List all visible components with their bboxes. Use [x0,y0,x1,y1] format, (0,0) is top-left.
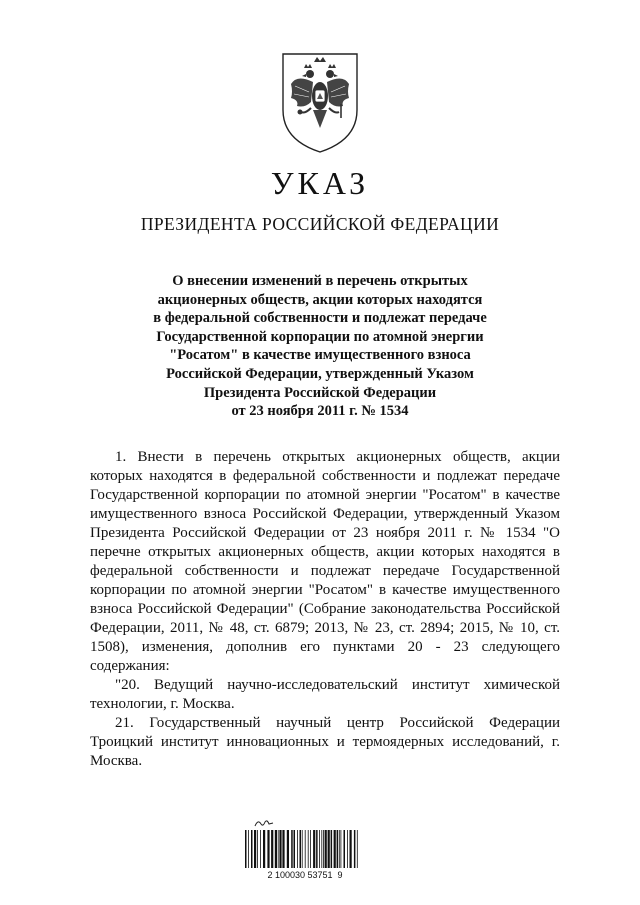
barcode-bar [257,830,258,868]
heading-line: акционерных обществ, акции которых находятся [157,291,483,308]
barcode-bar [321,830,322,868]
barcode-bar [263,830,265,868]
barcode-bar [248,830,249,868]
barcode-bar [275,830,277,868]
heading-line: Президента Российской Федерации [203,384,437,401]
barcode-bar [354,830,356,868]
barcode-bar [260,830,261,868]
barcode-bar [287,830,289,868]
document-title: УКАЗ [270,165,370,201]
document-subtitle: ПРЕЗИДЕНТА РОССИЙСКОЙ ФЕДЕРАЦИИ [140,214,500,234]
barcode-bar [331,830,333,868]
paragraph-1: 1. Внести в перечень открытых акционерных обществ, акции которых находятся в федеральной собственности и подлежат передаче Государственной корпорации по атомной энергии "Росатом" в качестве имущественного взноса Российской Федерации, утвержденный Указом Президента Российской Федерации от 23 ноября 2011 г. № 1534 "О перечне открытых акционерных обществ, акции которых находятся в федеральной собственности и подлежат передаче Государственной корпорации по атомной энергии "Росатом" в качестве имущественного взноса Российской Федерации" (Собрание законодательства Российской Федерации, 2011, № 48, ст. 6879; 2013, № 23, ст. 2894; 2015, № 10, ст. 1508), изменения, дополнив его пунктами 20 - 23 следующего содержания: [90,449,560,674]
heading-line: Российской Федерации, утвержденный Указом [166,365,474,382]
heading-line: от 23 ноября 2011 г. № 1534 [231,403,409,420]
barcode-bar [337,830,339,868]
barcode-bar [323,830,324,868]
barcode-bar [347,830,348,868]
barcode-bar [300,830,302,868]
barcode-bar [316,830,318,868]
heading-line: О внесении изменений в перечень открытых [172,273,468,289]
barcode-bar [282,830,284,868]
heading-line: "Росатом" в качестве имущественного взноса [169,347,471,364]
barcode-bar [313,830,315,868]
decree-heading [125,272,515,421]
coat-of-arms-icon [277,48,363,156]
heading-line: Государственной корпорации по атомной энергии [156,328,484,345]
barcode-bar [310,830,311,868]
barcode-bar [302,830,303,868]
barcode-bar [267,830,269,868]
barcode-bar [278,830,279,868]
barcode-bar [341,830,342,868]
barcode-bar [344,830,346,868]
barcode-block [240,818,370,888]
barcode-bar [291,830,293,868]
barcode-bar [328,830,330,868]
barcode-bar [245,830,247,868]
barcode-bar [325,830,327,868]
barcode [244,830,360,868]
barcode-bar [319,830,320,868]
heading-line: в федеральной собственности и подлежат передаче [153,310,487,327]
barcode-number: 2 100030 53751 9 [267,870,343,880]
barcode-bar [339,830,340,868]
barcode-bar [357,830,358,868]
barcode-bar [294,830,296,868]
barcode-bar [308,830,309,868]
barcode-bar [251,830,253,868]
barcode-bar [254,830,256,868]
decree-body [90,448,560,771]
barcode-bar [350,830,352,868]
signature-mark-icon [254,818,274,828]
paragraph-item-20: "20. Ведущий научно-исследовательский институт химической технологии, г. Москва. [90,677,560,712]
barcode-bar [271,830,273,868]
barcode-bar [279,830,281,868]
barcode-bar [334,830,336,868]
barcode-bar [297,830,298,868]
paragraph-item-21: 21. Государственный научный центр Российской Федерации Троицкий институт инновационных и термоядерных исследований, г. Москва. [90,715,560,769]
barcode-bar [305,830,306,868]
